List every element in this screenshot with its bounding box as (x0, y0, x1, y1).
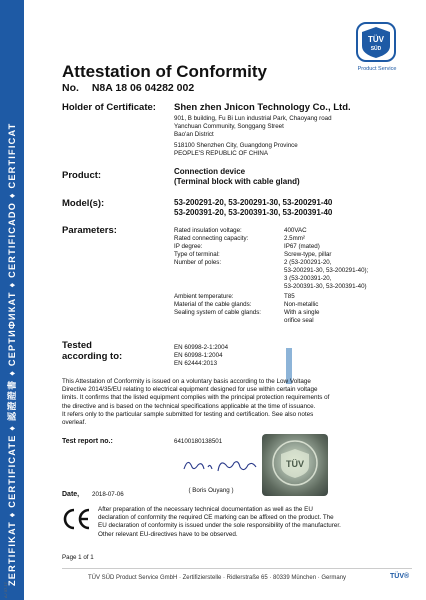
ce-mark-icon (62, 507, 92, 531)
parameter-value: orifice seal (284, 317, 314, 324)
footer-divider (62, 568, 412, 569)
standard-item: EN 60998-1:2004 (174, 352, 223, 360)
tested-label-line: according to: (62, 351, 123, 362)
product-line: Connection device (174, 167, 246, 176)
parameter-value: T85 (284, 293, 295, 300)
hologram-tuv-icon (262, 434, 328, 496)
parameter-value: 3 (53-200391-20, (284, 275, 332, 282)
parameter-value: 53-200391-30, 53-200391-40) (284, 283, 367, 290)
address-line: 518100 Shenzhen City, Guangdong Province (174, 141, 298, 149)
statement-line: limits. It confirms that the listed equipment complies with the principal protection requirements of (62, 394, 330, 402)
parameter-value: 2 (53-200291-20, (284, 259, 332, 266)
standard-item: EN 62444:2013 (174, 360, 218, 368)
holder-label: Holder of Certificate: (62, 102, 156, 113)
models-line: 53-200291-20, 53-200291-30, 53-200291-40 (174, 198, 333, 207)
parameter-value: 53-200291-30, 53-200291-40); (284, 267, 369, 274)
product-value (174, 167, 300, 186)
models-line: 53-200391-20, 53-200391-30, 53-200391-40 (174, 207, 333, 217)
holder-name: Shen zhen Jnicon Technology Co., Ltd. (174, 102, 351, 113)
ce-note-line: Other relevant EU-directives have to be observed. (98, 530, 238, 538)
parameter-name: Rated insulation voltage: (174, 227, 242, 234)
parameter-value: 400VAC (284, 227, 307, 234)
parameter-value: 2.5mm² (284, 235, 305, 242)
tuv-sud-logo-icon (356, 22, 396, 62)
product-line: (Terminal block with cable gland) (174, 176, 300, 186)
side-band (0, 0, 24, 600)
parameter-name: Number of poles: (174, 259, 222, 266)
product-label: Product: (62, 170, 102, 181)
document-title: Attestation of Conformity (62, 62, 267, 81)
statement-paragraph (62, 378, 412, 427)
tested-label-line: Tested (62, 340, 92, 351)
statement-line: Directive 2014/35/EU relating to electrical equipment designed for use within certain voltage (62, 386, 318, 394)
hologram-brand: TÜV (286, 459, 304, 469)
page-indicator: Page 1 of 1 (62, 554, 94, 561)
parameter-name: IP degree: (174, 243, 203, 250)
ce-note-line: declaration of conformity the required CE marking can be affixed on the product. The (98, 514, 334, 522)
statement-line: This Attestation of Conformity is issued on a voluntary basis according to the Low Voltage (62, 378, 311, 385)
hologram-seal (262, 434, 328, 496)
address-line: PEOPLE'S REPUBLIC OF CHINA (174, 149, 269, 157)
parameter-name: Rated connecting capacity: (174, 235, 249, 242)
models-value (174, 198, 332, 217)
address-line: Yanchuan Community, Songgang Street (174, 123, 284, 131)
address-line: 901, B building, Fu Bi Lun industrial Park, Chaoyang road (174, 115, 332, 122)
parameter-name: Ambient temperature: (174, 293, 234, 300)
parameter-value: IP67 (mated) (284, 243, 320, 250)
signatory-name: ( Boris Ouyang ) (188, 487, 234, 494)
side-band-text: ZERTIFIKAT ♦ CERTIFICATE ♦ 認證證書 ♦ СЕРТИФИКАТ ♦ CERTIFICADO ♦ CERTIFICAT (7, 122, 17, 586)
standard-item: EN 60998-2-1:2004 (174, 344, 229, 351)
tested-standards (174, 344, 228, 369)
logo-brand: TÜV (368, 35, 384, 44)
holder-address (174, 115, 332, 158)
statement-line: the directive and is based on the technical specifications applicable at the time of issuance. (62, 402, 316, 410)
address-line: Bao'an District (174, 131, 214, 139)
signature-icon (180, 453, 260, 477)
parameter-name: Material of the cable glands: (174, 301, 252, 308)
test-report-value: 64100180138501 (174, 438, 223, 445)
test-report-label: Test report no.: (62, 438, 113, 445)
certificate-number (62, 82, 204, 94)
footer-brand: TÜV® (390, 573, 410, 580)
ce-note-line: EU declaration of conformity is issued under the sole responsibility of the manufacturer. (98, 522, 341, 530)
date-label: Date, (62, 491, 80, 498)
parameter-value: Non-metallic (284, 301, 319, 308)
parameter-value: Screw-type, pillar (284, 251, 332, 258)
footer-text: TÜV SÜD Product Service GmbH · Zertifizierstelle · Ridlerstraße 65 · 80339 München · Germany (87, 575, 347, 581)
certificate-number-value: N8A 18 06 04282 002 (91, 82, 195, 94)
statement-line: It refers only to the particular sample submitted for testing and certification. See also notes (62, 410, 314, 418)
ce-note (98, 506, 416, 539)
parameters-label: Parameters: (62, 225, 117, 236)
ce-note-line: After preparation of the necessary technical documentation as well as the EU (98, 506, 313, 513)
tested-label (62, 340, 122, 362)
statement-line: overleaf. (62, 419, 87, 427)
form-code: A / 07.17 (3, 582, 8, 598)
parameter-value: With a single (284, 309, 320, 316)
certificate-number-label: No. (62, 82, 79, 94)
logo-caption: Product Service (357, 66, 397, 72)
date-value: 2018-07-06 (92, 491, 124, 498)
logo-sub: SÜD (370, 46, 382, 52)
models-label: Model(s): (62, 198, 105, 209)
parameter-name: Sealing system of cable glands: (174, 309, 262, 316)
parameter-name: Type of terminal: (174, 251, 220, 258)
